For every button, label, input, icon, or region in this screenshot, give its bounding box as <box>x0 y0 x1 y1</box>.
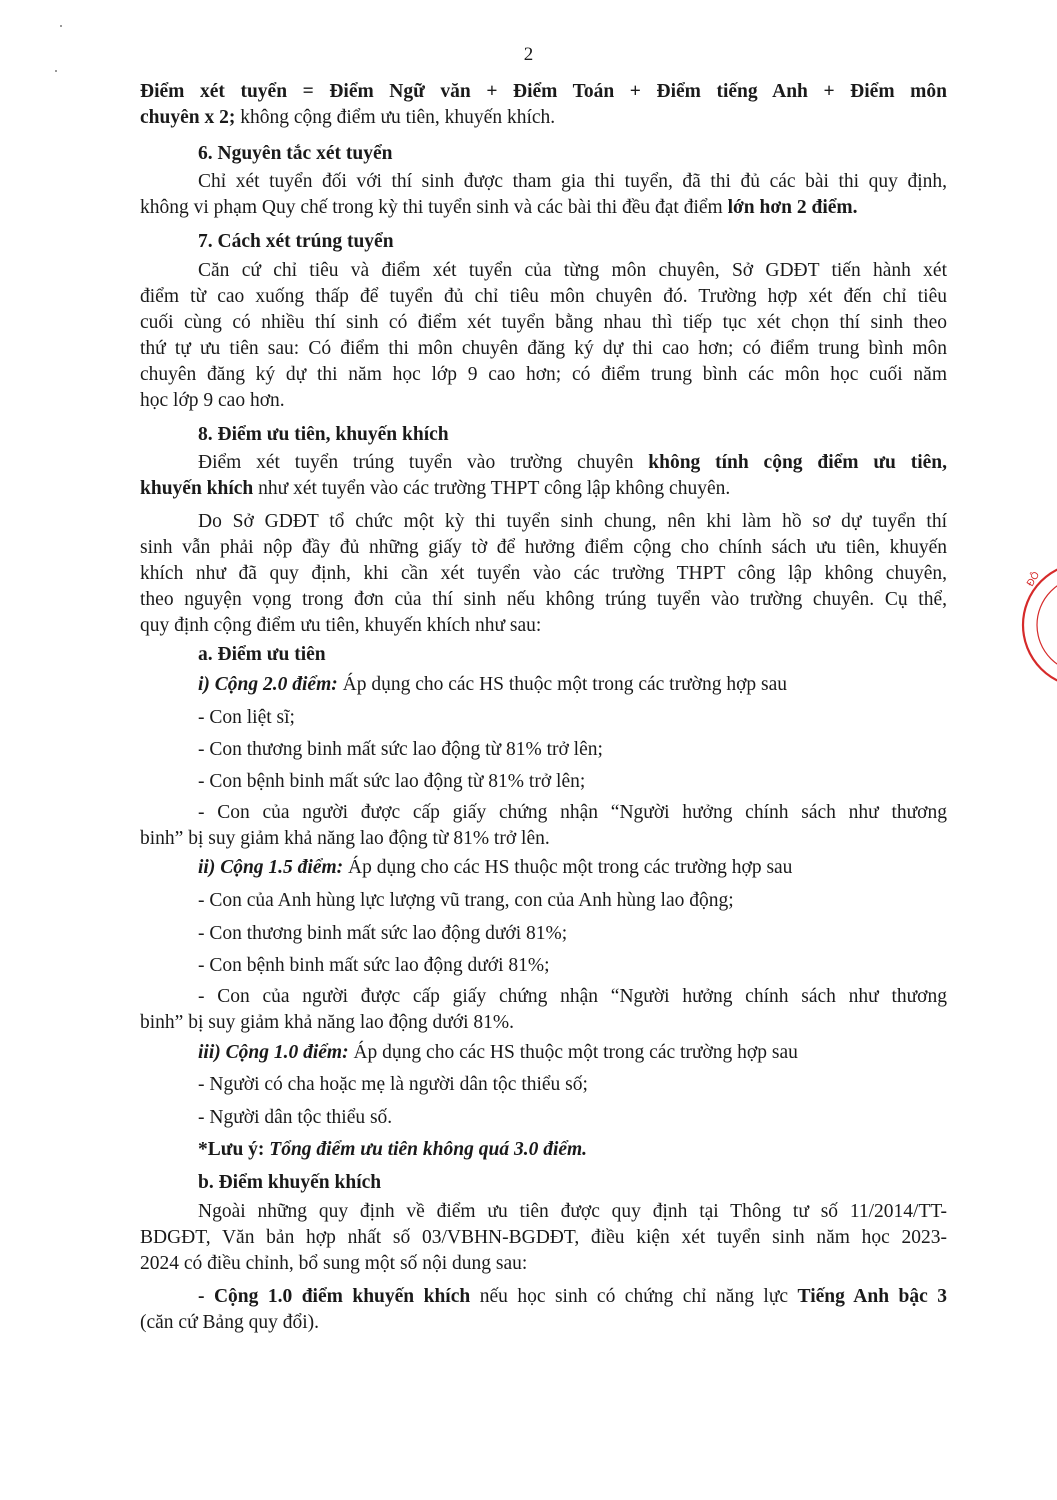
priority-item: - Con thương binh mất sức lao động từ 81% trở lên; <box>198 739 603 760</box>
priority-group-2 <box>198 856 792 880</box>
section-7-line: học lớp 9 cao hơn. <box>140 390 285 411</box>
formula-rest: không cộng điểm ưu tiên, khuyến khích. <box>235 107 556 128</box>
scan-speck <box>60 25 62 27</box>
section-7-line: chuyên đăng ký dự thi năm học lớp 9 cao hơn; có điểm trung bình các môn học cuối năm <box>140 364 947 385</box>
priority-group-3-text: Áp dụng cho các HS thuộc một trong các trường hợp sau <box>348 1042 798 1063</box>
priority-item: - Người dân tộc thiểu số. <box>198 1107 393 1128</box>
priority-group-1 <box>198 673 787 697</box>
stamp-inner-ring <box>1037 577 1057 673</box>
encourage-bonus-line <box>198 1285 947 1309</box>
priority-item: binh” bị suy giảm khả năng lao động dưới 81%. <box>140 1012 514 1033</box>
encourage-heading: b. Điểm khuyến khích <box>198 1172 382 1193</box>
priority-item: - Con của người được cấp giấy chứng nhận “Người hưởng chính sách như thương <box>198 802 947 823</box>
section-8-heading: 8. Điểm ưu tiên, khuyến khích <box>198 424 449 445</box>
section-7-heading: 7. Cách xét trúng tuyển <box>198 231 394 252</box>
priority-item: - Con liệt sĩ; <box>198 707 295 728</box>
priority-group-3-label: iii) Cộng 1.0 điểm: <box>198 1042 349 1063</box>
scan-speck <box>55 70 57 72</box>
encourage-line: Ngoài những quy định về điểm ưu tiên được quy định tại Thông tư số 11/2014/TT- <box>198 1201 947 1222</box>
encourage-line: BDGĐT, Văn bản hợp nhất số 03/VBHN-BGDĐT, điều kiện xét tuyển sinh năm học 2023- <box>140 1227 947 1248</box>
formula-line-2 <box>140 106 555 130</box>
section-8-p1-line-1 <box>198 451 947 475</box>
section-7-line: điểm từ cao xuống thấp để tuyển đủ chỉ tiêu môn chuyên đó. Trường hợp xét đến chỉ tiêu <box>140 286 947 307</box>
encourage-bonus-line-2: (căn cứ Bảng quy đổi). <box>140 1312 319 1333</box>
encourage-bonus-label: - Cộng 1.0 điểm khuyến khích <box>198 1286 471 1307</box>
official-stamp <box>1015 545 1057 705</box>
priority-item: - Con bệnh binh mất sức lao động từ 81% trở lên; <box>198 771 586 792</box>
priority-group-1-label: i) Cộng 2.0 điểm: <box>198 674 338 695</box>
section-8-p2-line: Do Sở GDĐT tổ chức một kỳ thi tuyển sinh chung, nên khi làm hồ sơ dự tuyển thí <box>198 511 947 532</box>
section-6-heading: 6. Nguyên tắc xét tuyển <box>198 143 393 164</box>
priority-item: - Con thương binh mất sức lao động dưới 81%; <box>198 923 568 944</box>
priority-group-2-text: Áp dụng cho các HS thuộc một trong các trường hợp sau <box>343 857 793 878</box>
section-8-p1-bold: không tính cộng điểm ưu tiên, <box>648 452 947 473</box>
encourage-line: 2024 có điều chỉnh, bổ sung một số nội dung sau: <box>140 1253 528 1274</box>
section-7-line: cuối cùng có nhiều thí sinh có điểm xét tuyển bằng nhau thì tiếp tục xét chọn thí sinh theo <box>140 312 947 333</box>
section-8-p2-line: theo nguyện vọng trong đơn của thí sinh nếu không trúng tuyển vào trường chuyên. Cụ thể, <box>140 589 947 610</box>
stamp-text: ĐÔ <box>1025 570 1043 589</box>
priority-item: - Con bệnh binh mất sức lao động dưới 81%; <box>198 955 550 976</box>
section-8-p2-line: khích như đã quy định, khi cần xét tuyển vào các trường THPT công lập không chuyên, <box>140 563 947 584</box>
priority-note-text: Tổng điểm ưu tiên không quá 3.0 điểm. <box>269 1139 588 1160</box>
page-number: 2 <box>523 44 534 65</box>
formula-line-1: Điểm xét tuyển = Điểm Ngữ văn + Điểm Toán + Điểm tiếng Anh + Điểm môn <box>140 81 947 102</box>
priority-heading: a. Điểm ưu tiên <box>198 644 326 665</box>
section-7-line: Căn cứ chỉ tiêu và điểm xét tuyển của từng môn chuyên, Sở GDĐT tiến hành xét <box>198 260 947 281</box>
section-8-p1-line-2 <box>140 477 730 501</box>
priority-item: - Người có cha hoặc mẹ là người dân tộc thiểu số; <box>198 1074 588 1095</box>
section-6-line-1: Chỉ xét tuyển đối với thí sinh được tham gia thi tuyển, đã thi đủ các bài thi quy định, <box>198 171 947 192</box>
encourage-bonus-level: Tiếng Anh bậc 3 <box>797 1286 947 1307</box>
section-6-line-2 <box>140 196 858 220</box>
section-6-text: không vi phạm Quy chế trong kỳ thi tuyển sinh và các bài thi đều đạt điểm <box>140 197 728 218</box>
section-8-p1-text: Điểm xét tuyển trúng tuyển vào trường chuyên <box>198 452 649 473</box>
priority-note-label: *Lưu ý: <box>198 1139 270 1160</box>
section-6-bold: lớn hơn 2 điểm. <box>727 197 858 218</box>
priority-group-2-label: ii) Cộng 1.5 điểm: <box>198 857 344 878</box>
priority-group-3 <box>198 1041 798 1065</box>
section-8-p1-text: như xét tuyển vào các trường THPT công lập không chuyên. <box>253 478 731 499</box>
formula-bold: chuyên x 2; <box>140 107 236 128</box>
section-8-p1-bold: khuyến khích <box>140 478 254 499</box>
encourage-bonus-text: nếu học sinh có chứng chỉ năng lực <box>470 1286 798 1307</box>
priority-item: - Con của người được cấp giấy chứng nhận “Người hưởng chính sách như thương <box>198 986 947 1007</box>
section-7-line: thứ tự ưu tiên sau: Có điểm thi môn chuyên đăng ký dự thi cao hơn; có điểm trung bình môn <box>140 338 947 359</box>
priority-item: binh” bị suy giảm khả năng lao động từ 81% trở lên. <box>140 828 550 849</box>
priority-note <box>198 1138 587 1162</box>
section-8-p2-line: sinh vẫn phải nộp đầy đủ những giấy tờ để hưởng điểm cộng cho chính sách ưu tiên, khuyến <box>140 537 947 558</box>
section-8-p2-line: quy định cộng điểm ưu tiên, khuyến khích như sau: <box>140 615 542 636</box>
priority-item: - Con của Anh hùng lực lượng vũ trang, con của Anh hùng lao động; <box>198 890 734 911</box>
priority-group-1-text: Áp dụng cho các HS thuộc một trong các trường hợp sau <box>337 674 788 695</box>
